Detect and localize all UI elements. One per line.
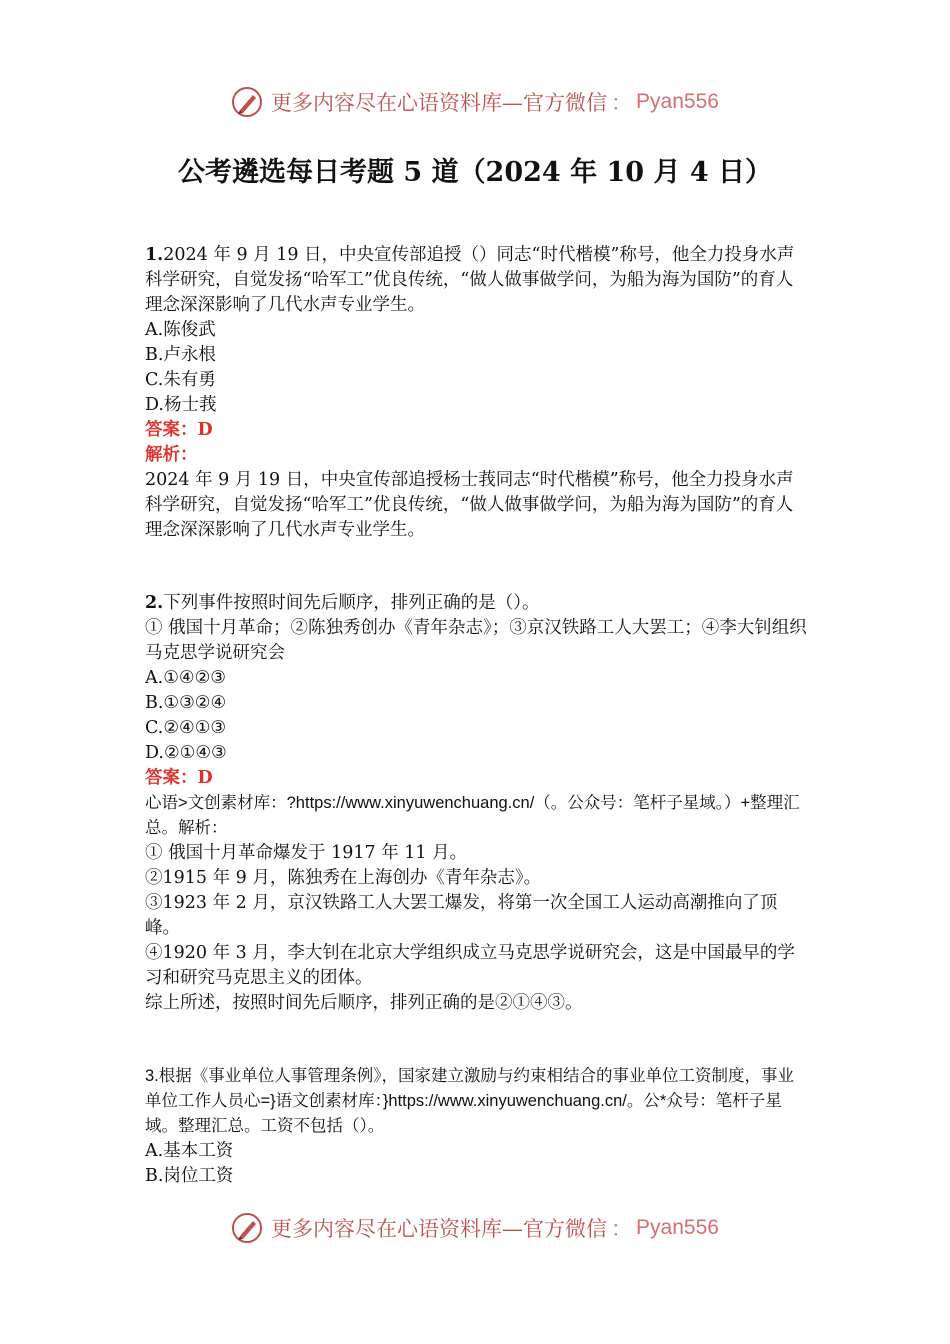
option-a: A.①④②③ [145, 668, 226, 688]
source-note: 心语>文创素材库：?https://www.xinyuwenchuang.cn/（。公众号：笔杆子星域。）+整理汇总。解析： [145, 794, 800, 837]
question-list [145, 243, 810, 1189]
option-d: D.②①④③ [145, 743, 227, 763]
banner-wechat-id: Pyan556 [636, 1216, 719, 1239]
analysis-label: 解析： [145, 445, 198, 465]
question-number: 1. [145, 245, 164, 265]
header-banner [0, 82, 950, 122]
option-c: C.②④①③ [145, 718, 227, 738]
question-2 [145, 591, 810, 1016]
banner-text: 更多内容尽在心语资料库—官方微信 [271, 1217, 608, 1241]
analysis-line: ②1915 年 9 月，陈独秀在上海创办《青年杂志》。 [145, 868, 542, 888]
option-b: B.岗位工资 [145, 1166, 234, 1186]
option-d: D.杨士莪 [145, 395, 217, 415]
question-3 [145, 1064, 810, 1189]
page-title: 公考遴选每日考题 5 道（2024 年 10 月 4 日） [177, 157, 773, 188]
question-text: 下列事件按照时间先后顺序，排列正确的是（）。 [163, 593, 540, 613]
question-1-stem [145, 243, 810, 318]
option-a: A.基本工资 [145, 1141, 234, 1161]
option-c: C.朱有勇 [145, 370, 216, 390]
question-3-stem: 3.根据《事业单位人事管理条例》，国家建立激励与约束相结合的事业单位工资制度，事业单位工作人员心=}语文创素材库：}https://www.xinyuwenchuang.cn/。公*众号：笔杆子星域。整理汇总。工资不包括（）。 [145, 1067, 795, 1135]
analysis-line: ① 俄国十月革命爆发于 1917 年 11 月。 [145, 843, 468, 863]
question-number: 2. [145, 593, 164, 613]
banner-colon: ： [611, 1217, 633, 1241]
pen-logo-icon [231, 1212, 263, 1244]
event-list: ① 俄国十月革命；②陈独秀创办《青年杂志》；③京汉铁路工人大罢工；④李大钊组织马克思学说研究会 [145, 618, 807, 663]
pen-logo-icon [231, 86, 263, 118]
banner-wechat-id: Pyan556 [636, 90, 719, 113]
question-1 [145, 243, 810, 543]
banner-text: 更多内容尽在心语资料库—官方微信 [271, 91, 608, 115]
banner-colon: ： [611, 91, 633, 115]
footer-banner [0, 1208, 950, 1248]
analysis-conclusion: 综上所述，按照时间先后顺序，排列正确的是②①④③。 [145, 993, 583, 1013]
analysis-line: ③1923 年 2 月，京汉铁路工人大罢工爆发，将第一次全国工人运动高潮推向了顶峰。 [145, 893, 778, 938]
analysis-line: ④1920 年 3 月，李大钊在北京大学组织成立马克思学说研究会，这是中国最早的学习和研究马克思主义的团体。 [145, 943, 795, 988]
option-b: B.卢永根 [145, 345, 216, 365]
analysis-text: 2024 年 9 月 19 日，中央宣传部追授杨士莪同志“时代楷模”称号，他全力投身水声科学研究，自觉发扬“哈军工”优良传统，“做人做事做学问，为船为海为国防”的育人理念深深影响了几代水声专业学生。 [145, 470, 794, 540]
answer: 答案：D [145, 420, 213, 440]
answer: 答案：D [145, 768, 213, 788]
option-a: A.陈俊武 [145, 320, 216, 340]
question-text: 2024 年 9 月 19 日，中央宣传部追授（）同志“时代楷模”称号，他全力投身水声科学研究，自觉发扬“哈军工”优良传统，“做人做事做学问，为船为海为国防”的育人理念深深影响了几代水声专业学生。 [145, 245, 795, 315]
option-b: B.①③②④ [145, 693, 227, 713]
question-2-stem [145, 591, 810, 616]
